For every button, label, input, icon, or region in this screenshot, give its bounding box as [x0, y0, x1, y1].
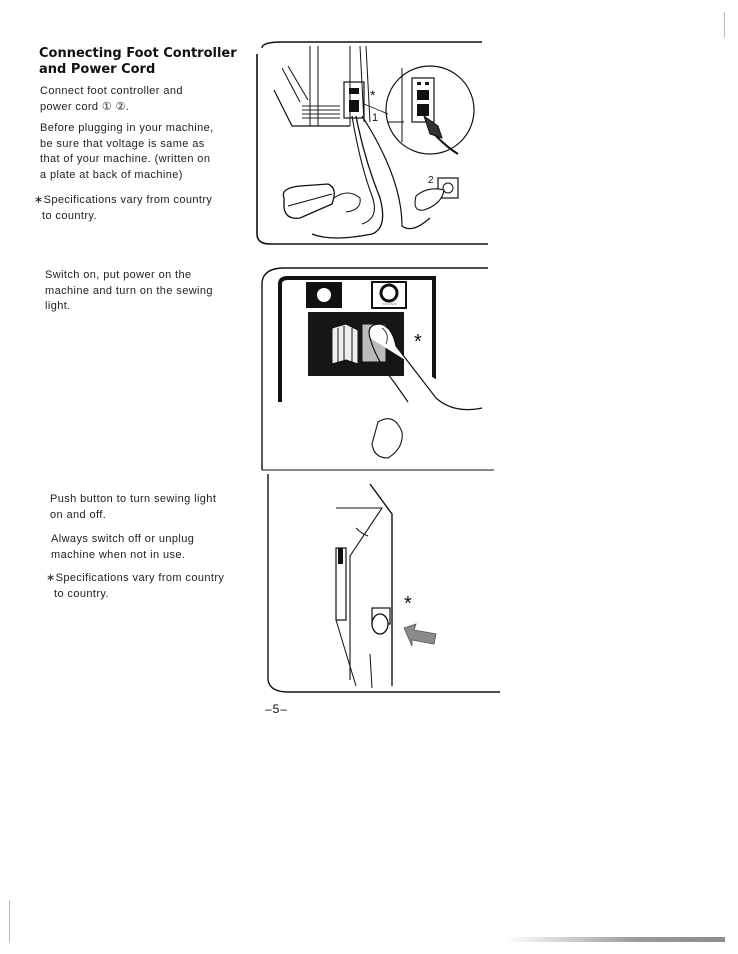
text-line: Push button to turn sewing light — [50, 493, 217, 505]
text-line: that of your machine. (written on — [40, 153, 211, 165]
text-line: on and off. — [50, 508, 107, 521]
figure-power-switch — [258, 262, 498, 472]
step1-note — [34, 193, 234, 224]
text-line: Always switch off or unplug — [51, 533, 195, 545]
text-line: ∗Specifications vary from country — [46, 572, 225, 584]
figure1-asterisk: * — [370, 87, 376, 103]
text-line: to country. — [42, 209, 97, 222]
figure3-asterisk: * — [404, 593, 412, 615]
step1-instruction — [40, 84, 230, 115]
text-line: to country. — [54, 587, 109, 600]
figure-connect-cords — [252, 38, 492, 250]
figure2-asterisk: * — [414, 331, 422, 353]
step2-instruction — [45, 268, 235, 315]
step3-instruction — [50, 492, 240, 523]
text-line: power cord ① ②. — [40, 100, 130, 113]
text-line: a plate at back of machine) — [40, 168, 183, 181]
text-line: Switch on, put power on the — [45, 269, 192, 281]
text-line: machine when not in use. — [51, 548, 186, 561]
svg-text:~~~~~: ~~~~~ — [382, 302, 397, 308]
figure1-callout-1: 1 — [372, 112, 379, 124]
section-title-line-2: and Power Cord — [39, 62, 156, 77]
step3-caution — [51, 532, 241, 563]
text-line: be sure that voltage is same as — [40, 137, 205, 150]
text-line: Before plugging in your machine, — [40, 122, 214, 134]
scan-edge-shadow — [505, 937, 725, 942]
text-line: light. — [45, 300, 71, 312]
figure1-callout-2: 2 — [428, 175, 434, 186]
step1-caution — [40, 121, 230, 183]
scan-edge-mark — [9, 900, 10, 942]
page-number: –5– — [265, 702, 289, 716]
text-line: ∗Specifications vary from country — [34, 194, 213, 206]
text-line: machine and turn on the sewing — [45, 284, 213, 297]
figure-light-button — [264, 474, 504, 698]
section-title-line-1: Connecting Foot Controller — [39, 46, 237, 61]
step3-note — [46, 571, 246, 602]
scan-edge-mark — [724, 12, 725, 38]
section-title — [39, 46, 239, 78]
text-line: Connect foot controller and — [40, 85, 183, 97]
